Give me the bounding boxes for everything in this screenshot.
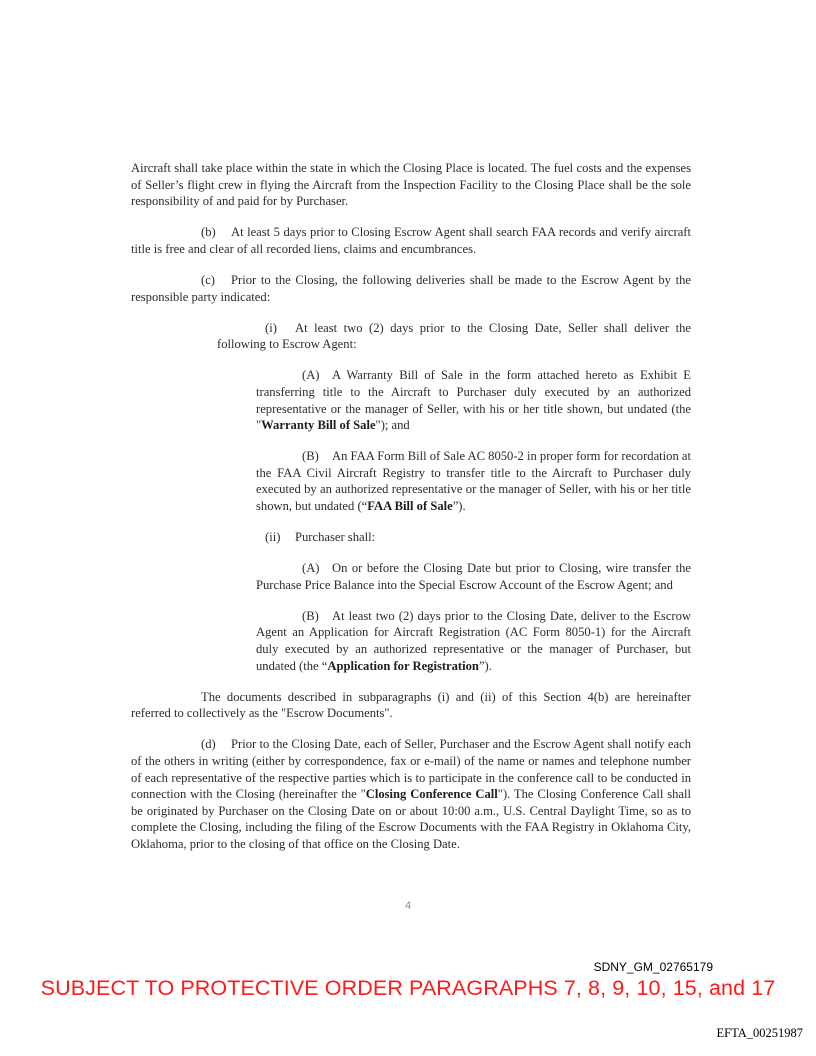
- defined-term: Closing Conference Call: [365, 787, 498, 802]
- page-number: 4: [404, 900, 412, 912]
- paragraph-label: (c): [201, 272, 215, 287]
- paragraph-label: (A): [302, 368, 320, 383]
- paragraph-continuation: Aircraft shall take place within the state in which the Closing Place is located. The fuel costs and the expenses of Seller’s flight crew in flying the Aircraft from the Inspection Facility to the Closing Place shall be the sole responsibility of and paid for by Purchaser.: [131, 161, 691, 209]
- paragraph-label: (d): [201, 737, 216, 752]
- paragraph-label: (A): [302, 561, 320, 576]
- paragraph-c-ii: (ii) Purchaser shall:: [265, 530, 376, 545]
- defined-term: Warranty Bill of Sale: [261, 418, 376, 433]
- defined-term: FAA Bill of Sale: [367, 499, 453, 513]
- paragraph-c-ii-a: (A) On or before the Closing Date but prior to Closing, wire transfer the Purchase Price Balance into the Special Escrow Account of the Escrow Agent; and: [256, 561, 691, 592]
- paragraph-c-i-b: (B) An FAA Form Bill of Sale AC 8050-2 in proper form for recordation at the FAA Civil Aircraft Registry to transfer title to the Aircraft to Purchaser duly executed by an authorized representative or the manager of Seller, with his or her title shown, but undated (“FAA Bill of Sale”).: [256, 449, 691, 513]
- paragraph-escrow-documents: The documents described in subparagraphs (i) and (ii) of this Section 4(b) are hereinafter referred to collectively as the "Escrow Documents".: [131, 689, 691, 721]
- bates-number: SDNY_GM_02765179: [593, 960, 713, 974]
- paragraph-c: (c) Prior to the Closing, the following deliveries shall be made to the Escrow Agent by the responsible party indicated:: [131, 272, 691, 304]
- defined-term: Application for Registration: [327, 658, 479, 673]
- paragraph-c-i: (i) At least two (2) days prior to the Closing Date, Seller shall deliver the following to Escrow Agent:: [217, 320, 691, 352]
- paragraph-label: (ii): [265, 530, 281, 545]
- paragraph-label: (i): [265, 320, 277, 335]
- paragraph-b: (b) At least 5 days prior to Closing Escrow Agent shall search FAA records and verify aircraft title is free and clear of all recorded liens, claims and encumbrances.: [131, 225, 691, 256]
- paragraph-c-ii-b: (B) At least two (2) days prior to the Closing Date, deliver to the Escrow Agent an Application for Aircraft Registration (AC Form 8050-1) for the Aircraft duly executed by an authorized representative or the manager of Purchaser, but undated (the “Application for Registration”).: [256, 608, 691, 673]
- paragraph-label: (B): [302, 608, 319, 623]
- document-body: [131, 160, 691, 867]
- paragraph-d: (d) Prior to the Closing Date, each of Seller, Purchaser and the Escrow Agent shall notify each of the others in writing (either by correspondence, fax or e-mail) of the name or names and telephone number of each representative of the respective parties which is to participate in the conference call to be conducted in connection with the Closing (hereinafter the "Closing Conference Call"). The Closing Conference Call shall be originated by Purchaser on the Closing Date on or about 10:00 a.m., U.S. Central Daylight Time, so as to complete the Closing, including the filing of the Escrow Documents with the FAA Registry in Oklahoma City, Oklahoma, prior to the closing of that office on the Closing Date.: [131, 737, 692, 851]
- efta-number: EFTA_00251987: [716, 1026, 803, 1040]
- paragraph-label: (B): [302, 449, 319, 464]
- paragraph-c-i-a: (A) A Warranty Bill of Sale in the form attached hereto as Exhibit E transferring title to the Aircraft to Purchaser duly executed by an authorized representative or the manager of Seller, with his or her title shown, but undated (the "Warranty Bill of Sale"); and: [256, 368, 691, 433]
- paragraph-label: (b): [201, 225, 216, 240]
- protective-order-notice: SUBJECT TO PROTECTIVE ORDER PARAGRAPHS 7, 8, 9, 10, 15, and 17: [40, 976, 776, 1000]
